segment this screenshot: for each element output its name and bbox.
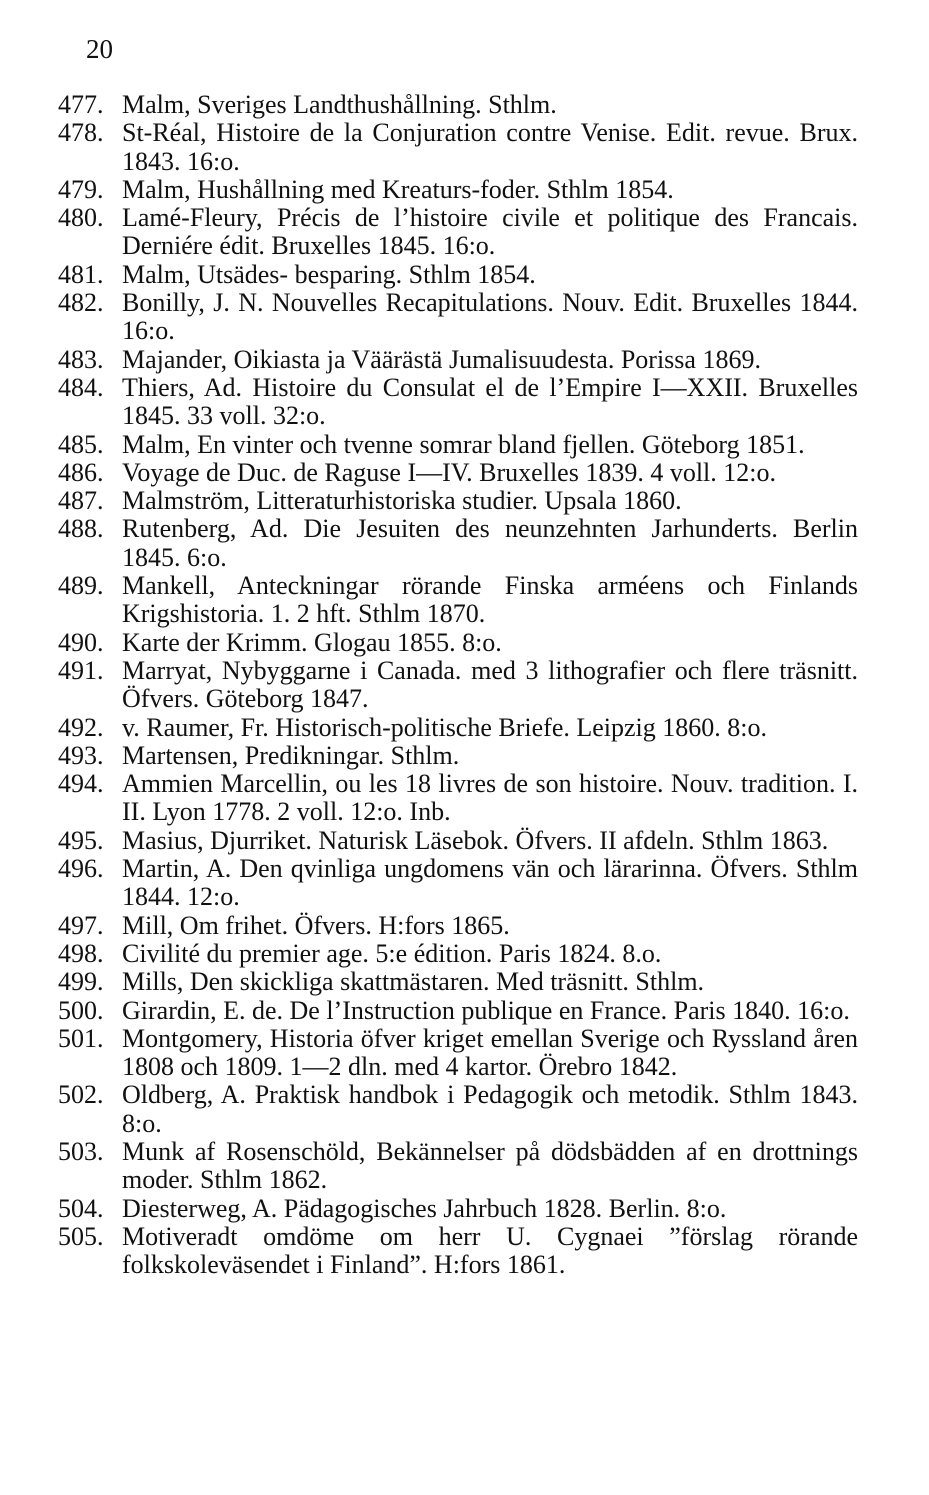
entry-text: Masius, Djurriket. Naturisk Läsebok. Öfvers. II afdeln. Sthlm 1863. [122, 825, 829, 855]
entry-number: 502. [58, 1080, 104, 1110]
catalog-entry-list [58, 91, 858, 1279]
entry-text: Martin, A. Den qvinliga ungdomens vän och lärarinna. Öfvers. Sthlm 1844. 12:o. [122, 854, 858, 912]
entry-text: St-Réal, Histoire de la Conjuration contre Venise. Edit. revue. Brux. 1843. 16:o. [122, 118, 858, 176]
entry-text: Mills, Den skickliga skattmästaren. Med träsnitt. Sthlm. [122, 967, 705, 997]
entry-number: 505. [58, 1221, 104, 1251]
catalog-entry [58, 119, 858, 176]
catalog-entry [58, 997, 858, 1025]
entry-number: 481. [58, 259, 104, 289]
entry-text: Ammien Marcellin, ou les 18 livres de son histoire. Nouv. tradition. I. II. Lyon 1778. 2 voll. 12:o. Inb. [122, 769, 858, 827]
entry-number: 497. [58, 910, 104, 940]
catalog-entry [58, 1223, 858, 1280]
entry-text: Martensen, Predikningar. Sthlm. [122, 740, 460, 770]
entry-number: 504. [58, 1193, 104, 1223]
catalog-entry [58, 346, 858, 374]
catalog-entry [58, 912, 858, 940]
entry-text: Oldberg, A. Praktisk handbok i Pedagogik och metodik. Sthlm 1843. 8:o. [122, 1080, 858, 1138]
catalog-entry [58, 487, 858, 515]
catalog-entry [58, 289, 858, 346]
entry-text: Voyage de Duc. de Raguse I—IV. Bruxelles 1839. 4 voll. 12:o. [122, 457, 776, 487]
entry-text: Karte der Krimm. Glogau 1855. 8:o. [122, 627, 502, 657]
entry-number: 494. [58, 769, 104, 799]
entry-text: Munk af Rosenschöld, Bekännelser på dödsbädden af en drottnings moder. Sthlm 1862. [122, 1136, 858, 1195]
entry-number: 485. [58, 429, 104, 459]
entry-text: Civilité du premier age. 5:e édition. Paris 1824. 8.o. [122, 938, 662, 968]
entry-number: 489. [58, 571, 104, 601]
catalog-entry [58, 374, 858, 431]
page-number: 20 [86, 34, 113, 64]
catalog-entry [58, 770, 858, 827]
entry-text: Malm, Hushållning med Kreaturs-foder. Sthlm 1854. [122, 174, 674, 204]
catalog-entry [58, 1195, 858, 1223]
entry-number: 503. [58, 1136, 104, 1166]
entry-number: 500. [58, 995, 104, 1025]
catalog-entry [58, 1138, 858, 1195]
catalog-entry [58, 714, 858, 742]
entry-number: 486. [58, 457, 104, 487]
catalog-entry [58, 1025, 858, 1082]
catalog-entry [58, 204, 858, 261]
entry-text: Marryat, Nybyggarne i Canada. med 3 lithografier och flere träsnitt. Öfvers. Göteborg 1847. [122, 655, 858, 714]
catalog-entry [58, 261, 858, 289]
entry-number: 491. [58, 655, 104, 685]
entry-text: Thiers, Ad. Histoire du Consulat el de l’Empire I—XXII. Bruxelles 1845. 33 voll. 32:o. [122, 372, 858, 431]
entry-text: Motiveradt omdöme om herr U. Cygnaei ”förslag rörande folkskoleväsendet i Finland”. H:fors 1861. [122, 1221, 858, 1280]
entry-text: Malm, En vinter och tvenne somrar bland fjellen. Göteborg 1851. [122, 429, 805, 459]
entry-number: 490. [58, 627, 104, 657]
entry-number: 495. [58, 825, 104, 855]
entry-number: 501. [58, 1023, 104, 1053]
entry-number: 482. [58, 288, 104, 318]
entry-number: 487. [58, 486, 104, 516]
entry-text: Malm, Sveriges Landthushållning. Sthlm. [122, 90, 557, 119]
entry-text: Diesterweg, A. Pädagogisches Jahrbuch 1828. Berlin. 8:o. [122, 1193, 727, 1223]
entry-number: 493. [58, 740, 104, 770]
entry-text: Montgomery, Historia öfver kriget emellan Sverige och Ryssland åren 1808 och 1809. 1—2 dln. med 4 kartor. Örebro 1842. [122, 1023, 858, 1082]
entry-number: 478. [58, 118, 104, 148]
entry-text: Majander, Oikiasta ja Väärästä Jumalisuudesta. Porissa 1869. [122, 344, 761, 374]
entry-text: Mill, Om frihet. Öfvers. H:fors 1865. [122, 910, 510, 940]
entry-text: Malmström, Litteraturhistoriska studier. Upsala 1860. [122, 486, 682, 516]
entry-number: 477. [58, 90, 104, 119]
catalog-entry [58, 91, 858, 119]
entry-text: Rutenberg, Ad. Die Jesuiten des neunzehnten Jarhunderts. Berlin 1845. 6:o. [122, 514, 858, 572]
catalog-entry [58, 629, 858, 657]
catalog-entry [58, 742, 858, 770]
entry-number: 488. [58, 514, 104, 544]
catalog-entry [58, 855, 858, 912]
entry-number: 496. [58, 854, 104, 884]
catalog-entry [58, 827, 858, 855]
entry-number: 492. [58, 712, 104, 742]
catalog-entry [58, 176, 858, 204]
entry-number: 484. [58, 372, 104, 402]
entry-number: 479. [58, 174, 104, 204]
catalog-entry [58, 940, 858, 968]
catalog-entry [58, 657, 858, 714]
entry-text: v. Raumer, Fr. Historisch-politische Briefe. Leipzig 1860. 8:o. [122, 712, 767, 742]
catalog-entry [58, 572, 858, 629]
entry-number: 499. [58, 967, 104, 997]
entry-text: Mankell, Anteckningar rörande Finska arméens och Finlands Krigshistoria. 1. 2 hft. Sthlm 1870. [122, 571, 858, 629]
entry-text: Bonilly, J. N. Nouvelles Recapitulations. Nouv. Edit. Bruxelles 1844. 16:o. [122, 288, 858, 346]
catalog-entry [58, 1081, 858, 1138]
entry-text: Lamé-Fleury, Précis de l’histoire civile et politique des Francais. Derniére édit. Bruxelles 1845. 16:o. [122, 203, 858, 261]
catalog-entry [58, 515, 858, 572]
catalog-entry [58, 968, 858, 996]
catalog-entry [58, 431, 858, 459]
entry-text: Malm, Utsädes- besparing. Sthlm 1854. [122, 259, 536, 289]
catalog-entry [58, 459, 858, 487]
entry-text: Girardin, E. de. De l’Instruction publique en France. Paris 1840. 16:o. [122, 995, 850, 1025]
entry-number: 498. [58, 938, 104, 968]
entry-number: 483. [58, 344, 104, 374]
entry-number: 480. [58, 203, 104, 233]
